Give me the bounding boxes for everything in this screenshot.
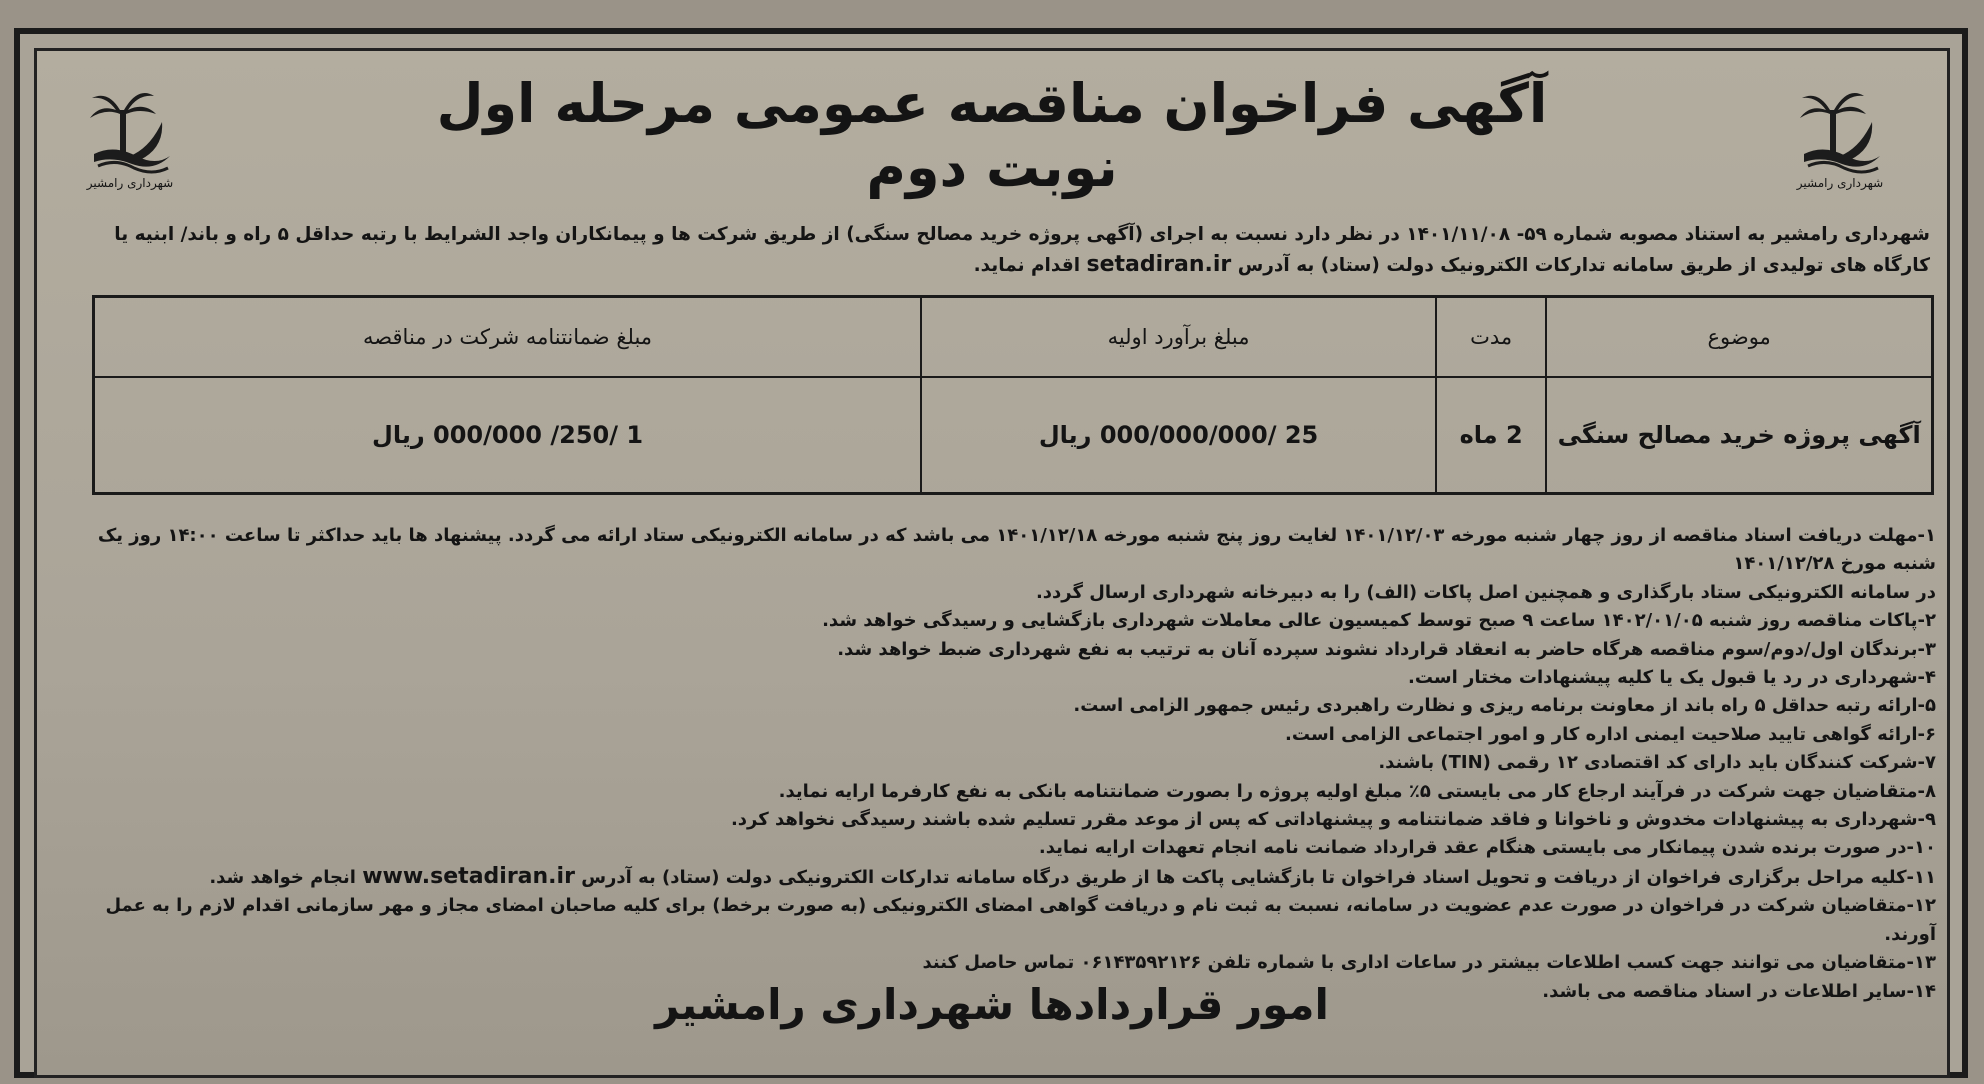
intro-end: اقدام نماید. xyxy=(973,255,1081,276)
table-row xyxy=(94,377,1933,494)
palm-wave-emblem-icon xyxy=(80,70,180,180)
term-item-13: ۱۳-متقاضیان می توانند جهت کسب اطلاعات بیشتر در ساعات اداری با شماره تلفن ۰۶۱۴۳۵۹۲۱۲۶ تماس حاصل کنند xyxy=(922,952,1936,974)
intro-paragraph xyxy=(60,220,1930,281)
header-duration: مدت xyxy=(1436,297,1546,378)
cell-guarantee: 1 /250/ 000/000 ریال xyxy=(94,377,922,494)
title-line-1: آگهی فراخوان مناقصه عمومی مرحله اول xyxy=(436,72,1548,135)
term-item-10: ۱۰-در صورت برنده شدن پیمانکار می بایستی هنگام عقد قرارداد ضمانت نامه انجام تعهدات ارایه نماید. xyxy=(1038,837,1936,859)
term-item-5: ۵-ارائه رتبه حداقل ۵ راه باند از معاونت برنامه ریزی و نظارت راهبردی رئیس جمهور الزامی است. xyxy=(1073,695,1936,717)
term-item-12: ۱۲-متقاضیان شرکت در فراخوان در صورت عدم عضویت در سامانه، نسبت به ثبت نام و دریافت گواهی امضای الکترونیکی (به صورت برخط) برای کلیه صاحبان امضای مجاز و مهر سازمانی اقدام لازم را به عمل آورند. xyxy=(105,895,1936,945)
title-line-2: نوبت دوم xyxy=(866,136,1118,199)
cell-duration: 2 ماه xyxy=(1436,377,1546,494)
terms-list xyxy=(60,522,1936,1006)
notice-title xyxy=(300,72,1684,200)
term-item-4: ۴-شهرداری در رد یا قبول یک یا کلیه پیشنهادات مختار است. xyxy=(1408,667,1936,689)
logo-caption: شهرداری رامشیر xyxy=(86,176,174,190)
term-item-7: ۷-شرکت کنندگان باید دارای کد اقتصادی ۱۲ رقمی (TIN) باشند. xyxy=(1378,752,1936,774)
municipality-logo-right xyxy=(1780,60,1900,200)
term-item-6: ۶-ارائه گواهی تایید صلاحیت ایمنی اداره کار و امور اجتماعی الزامی است. xyxy=(1285,723,1936,745)
header-estimate: مبلغ برآورد اولیه xyxy=(921,297,1436,378)
term-item-8: ۸-متقاضیان جهت شرکت در فرآیند ارجاع کار می بایستی ۵٪ مبلغ اولیه پروژه را بصورت ضمانتنامه بانکی به نفع کارفرما ارایه نماید. xyxy=(778,780,1936,802)
tender-table xyxy=(92,295,1934,495)
intro-website-link[interactable]: setadiran.ir xyxy=(1086,252,1232,277)
header-subject: موضوع xyxy=(1546,297,1932,378)
term-item-2: ۲-پاکات مناقصه روز شنبه ۱۴۰۲/۰۱/۰۵ ساعت ۹ صبح توسط کمیسیون عالی معاملات شهرداری بازگشایی و رسیدگی خواهد شد. xyxy=(822,610,1936,632)
term-item-11 xyxy=(60,863,1936,892)
palm-wave-emblem-icon xyxy=(1790,70,1890,180)
term-item-14: ۱۴-سایر اطلاعات در اسناد مناقصه می باشد. xyxy=(1542,980,1936,1002)
term-11-end: انجام خواهد شد. xyxy=(209,866,356,888)
footer-signature: امور قراردادها شهرداری رامشیر xyxy=(655,980,1329,1029)
intro-text: شهرداری رامشیر به استناد مصوبه شماره ۵۹- ۱۴۰۱/۱۱/۰۸ در نظر دارد نسبت به اجرای (آگهی پروژه خرید مصالح سنگی) از طریق شرکت ها و پیمانکاران واجد الشرایط با رتبه حداقل ۵ راه و باند/ ابنیه یا کارگاه های تولیدی از طریق سامانه تدارکات الکترونیک دولت (ستاد) به آدرس xyxy=(114,224,1930,276)
term-item-1: ۱-مهلت دریافت اسناد مناقصه از روز چهار شنبه مورخه ۱۴۰۱/۱۲/۰۳ لغایت روز پنج شنبه مورخه ۱۴۰۱/۱۲/۱۸ می باشد که در سامانه الکترونیکی ستاد ارائه می گردد. پیشنهاد ها باید حداکثر تا ساعت ۱۴:۰۰ روز یک شنبه مورخ ۱۴۰۱/۱۲/۲۸ xyxy=(97,525,1936,575)
term-item-9: ۹-شهرداری به پیشنهادات مخدوش و ناخوانا و فاقد ضمانتنامه و پیشنهاداتی که پس از موعد مقرر تسلیم شده باشند رسیدگی نخواهد کرد. xyxy=(730,809,1936,831)
term-11-text: ۱۱-کلیه مراحل برگزاری فراخوان از دریافت و تحویل اسناد فراخوان تا بازگشایی پاکت ها از طریق درگاه سامانه تدارکات الکترونیکی دولت (ستاد) به آدرس xyxy=(581,866,1936,888)
table-header-row xyxy=(94,297,1933,378)
cell-estimate: 25 /000/000/000 ریال xyxy=(921,377,1436,494)
term-11-website-link[interactable]: www.setadiran.ir xyxy=(362,863,575,889)
logo-caption: شهرداری رامشیر xyxy=(1796,176,1884,190)
header-guarantee: مبلغ ضمانتنامه شرکت در مناقصه xyxy=(94,297,922,378)
term-item-3: ۳-برندگان اول/دوم/سوم مناقصه هرگاه حاضر به انعقاد قرارداد نشوند سپرده آنان به ترتیب به نفع شهرداری ضبط خواهد شد. xyxy=(837,638,1936,660)
term-item-1-cont: در سامانه الکترونیکی ستاد بارگذاری و همچنین اصل پاکات (الف) را به دبیرخانه شهرداری ارسال گردد. xyxy=(1035,581,1936,603)
municipality-logo-left xyxy=(70,60,190,200)
cell-subject: آگهی پروژه خرید مصالح سنگی xyxy=(1546,377,1932,494)
